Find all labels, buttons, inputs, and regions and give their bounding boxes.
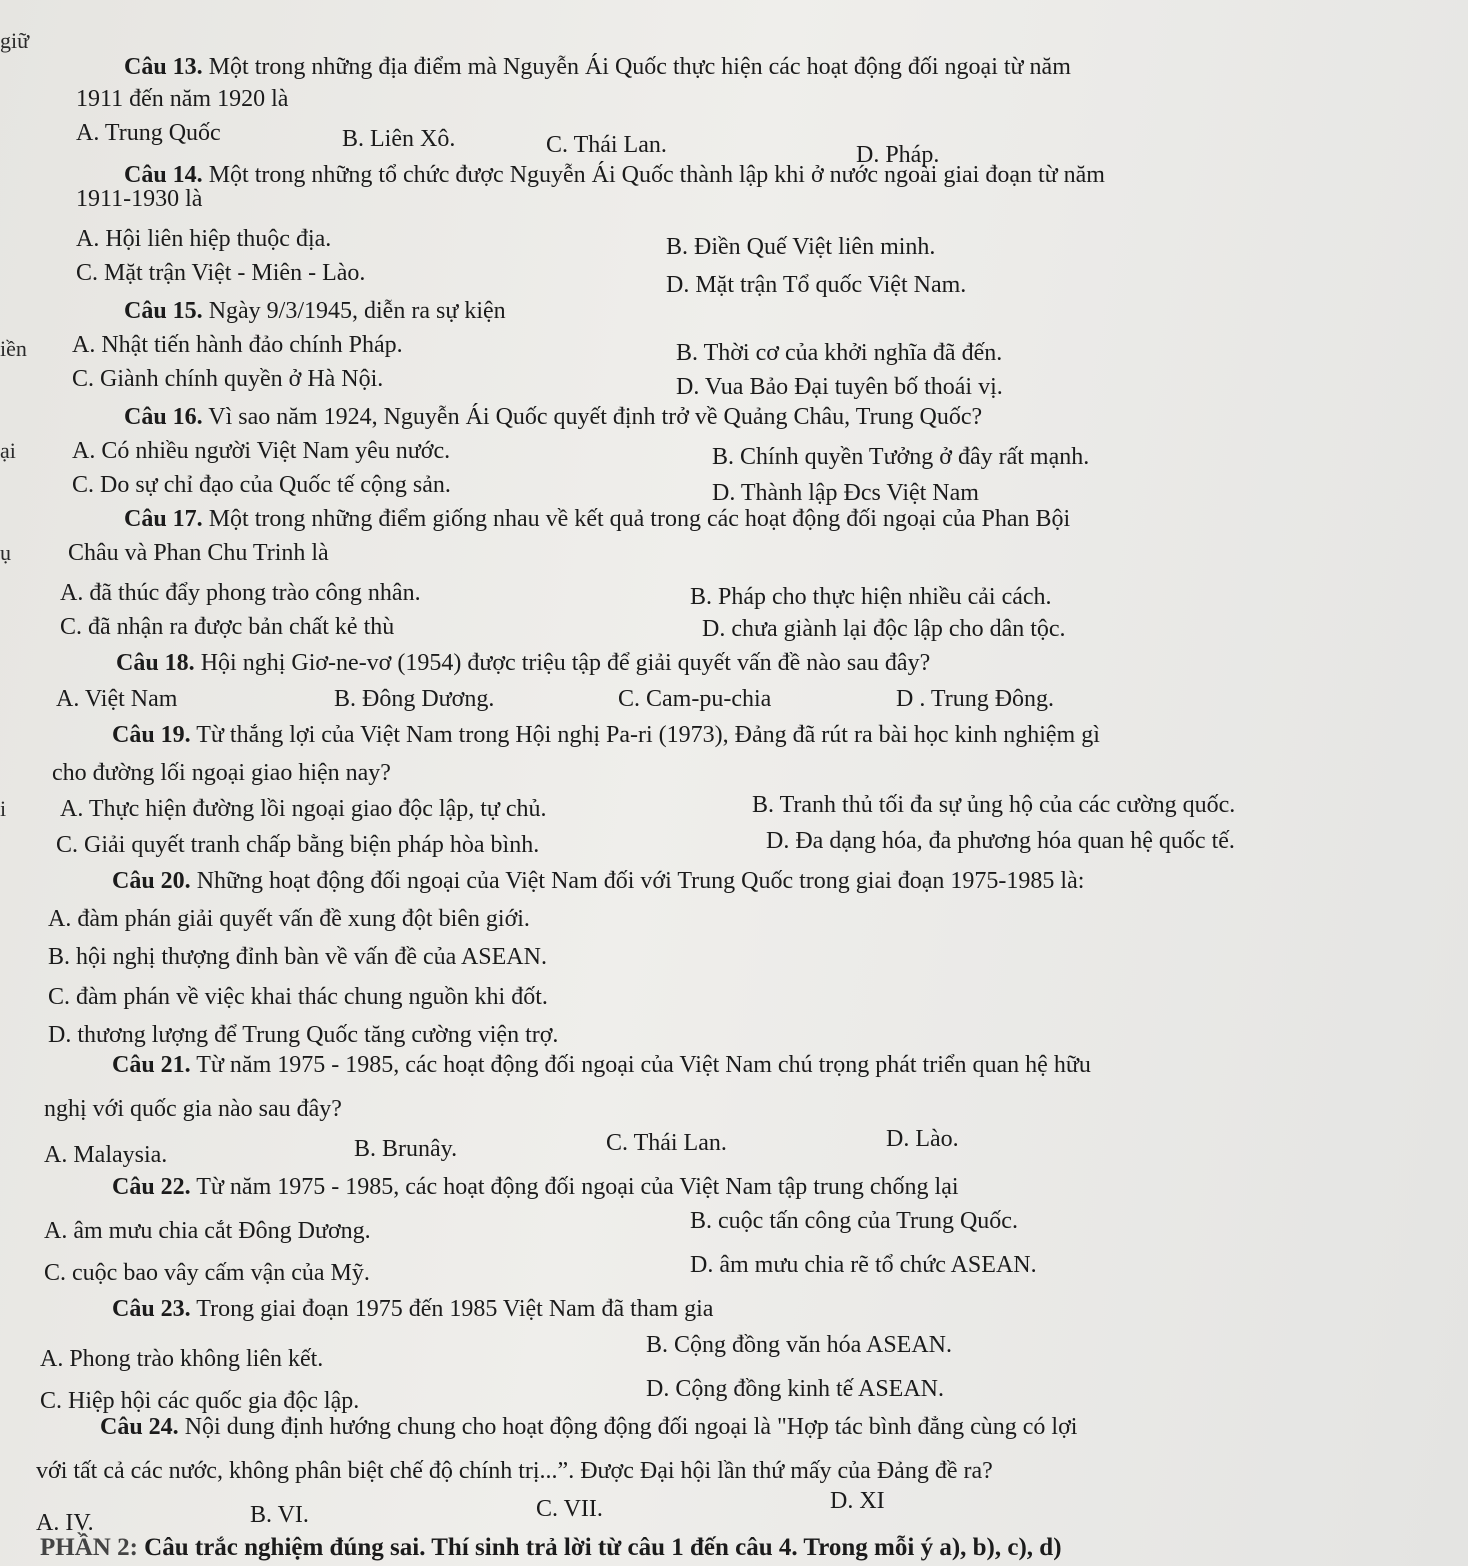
option: A. Có nhiều người Việt Nam yêu nước. (72, 438, 451, 464)
option: B. hội nghị thượng đỉnh bàn về vấn đề của ASEAN. (48, 944, 547, 970)
option: C. đàm phán về việc khai thác chung nguồn khi đốt. (48, 984, 548, 1010)
option: A. Trung Quốc (76, 120, 221, 146)
question-13-stem-cont: 1911 đến năm 1920 là (76, 86, 289, 112)
side-fragment: ại (0, 438, 16, 463)
option: A. Phong trào không liên kết. (40, 1346, 324, 1372)
option: B. cuộc tấn công của Trung Quốc. (690, 1208, 1018, 1234)
option: D. Pháp. (856, 142, 940, 168)
question-15-stem: Câu 15. Ngày 9/3/1945, diễn ra sự kiện (124, 298, 506, 324)
question-20-stem: Câu 20. Những hoạt động đối ngoại của Việt Nam đối với Trung Quốc trong giai đoạn 1975-1985 là: (112, 868, 1085, 894)
option: B. Điền Quế Việt liên minh. (666, 234, 936, 260)
question-23-stem: Câu 23. Trong giai đoạn 1975 đến 1985 Việt Nam đã tham gia (112, 1296, 714, 1322)
option: D. Thành lập Đcs Việt Nam (712, 480, 979, 506)
option: A. âm mưu chia cắt Đông Dương. (44, 1218, 371, 1244)
question-14-stem-cont: 1911-1930 là (76, 186, 203, 212)
option: D . Trung Đông. (896, 686, 1055, 712)
option: C. Cam-pu-chia (618, 686, 772, 712)
side-fragment: giữ (0, 28, 30, 53)
option: B. Thời cơ của khởi nghĩa đã đến. (676, 340, 1003, 366)
question-22-stem: Câu 22. Từ năm 1975 - 1985, các hoạt động đối ngoại của Việt Nam tập trung chống lại (112, 1174, 959, 1200)
option: A. Việt Nam (56, 686, 178, 712)
question-16-stem: Câu 16. Vì sao năm 1924, Nguyễn Ái Quốc quyết định trở về Quảng Châu, Trung Quốc? (124, 404, 983, 430)
option: A. đàm phán giải quyết vấn đề xung đột biên giới. (48, 906, 530, 932)
question-14-stem: Câu 14. Một trong những tổ chức được Nguyễn Ái Quốc thành lập khi ở nước ngoài giai đoạn từ năm (124, 162, 1105, 188)
option: D. Mặt trận Tổ quốc Việt Nam. (666, 272, 967, 298)
side-fragment: i (0, 796, 7, 821)
option: D. âm mưu chia rẽ tổ chức ASEAN. (690, 1252, 1037, 1278)
question-24-stem: Câu 24. Nội dung định hướng chung cho hoạt động động đối ngoại là "Hợp tác bình đẳng cùng có lợi (100, 1414, 1078, 1440)
option: B. Chính quyền Tưởng ở đây rất mạnh. (712, 444, 1090, 470)
option: C. Thái Lan. (606, 1130, 727, 1156)
section-2-heading: PHẦN 2: Câu trắc nghiệm đúng sai. Thí sinh trả lời từ câu 1 đến câu 4. Trong mỗi ý a), b), c), d) (40, 1534, 1062, 1561)
option: A. Nhật tiến hành đảo chính Pháp. (72, 332, 403, 358)
option: C. Giải quyết tranh chấp bằng biện pháp hòa bình. (56, 832, 540, 858)
side-fragment: ụ (0, 540, 11, 565)
option: A. Malaysia. (44, 1142, 168, 1168)
option: D. XI (830, 1488, 885, 1514)
option: A. IV. (36, 1510, 94, 1536)
option: C. Do sự chỉ đạo của Quốc tế cộng sản. (72, 472, 451, 498)
option: D. Vua Bảo Đại tuyên bố thoái vị. (676, 374, 1003, 400)
option: D. Lào. (886, 1126, 959, 1152)
option: C. VII. (536, 1496, 603, 1522)
option: B. VI. (250, 1502, 309, 1528)
option: D. thương lượng để Trung Quốc tăng cường viện trợ. (48, 1022, 559, 1048)
option: A. Thực hiện đường lồi ngoại giao độc lập, tự chủ. (60, 796, 547, 822)
option: C. Thái Lan. (546, 132, 667, 158)
option: B. Đông Dương. (334, 686, 495, 712)
option: D. chưa giành lại độc lập cho dân tộc. (702, 616, 1066, 642)
option: C. Hiệp hội các quốc gia độc lập. (40, 1388, 360, 1414)
question-17-stem-cont: Châu và Phan Chu Trinh là (68, 540, 329, 566)
option: C. Giành chính quyền ở Hà Nội. (72, 366, 384, 392)
question-21-stem: Câu 21. Từ năm 1975 - 1985, các hoạt động đối ngoại của Việt Nam chú trọng phát triển quan hệ hữu (112, 1052, 1091, 1078)
question-18-stem: Câu 18. Hội nghị Giơ-ne-vơ (1954) được triệu tập để giải quyết vấn đề nào sau đây? (116, 650, 931, 676)
option: A. Hội liên hiệp thuộc địa. (76, 226, 332, 252)
option: D. Đa dạng hóa, đa phương hóa quan hệ quốc tế. (766, 828, 1235, 854)
option: C. Mặt trận Việt - Miên - Lào. (76, 260, 366, 286)
question-17-stem: Câu 17. Một trong những điểm giống nhau về kết quả trong các hoạt động đối ngoại của Phan Bội (124, 506, 1071, 532)
side-fragment: iền (0, 336, 27, 361)
question-19-stem: Câu 19. Từ thắng lợi của Việt Nam trong Hội nghị Pa-ri (1973), Đảng đã rút ra bài học kinh nghiệm gì (112, 722, 1100, 748)
option: D. Cộng đồng kinh tế ASEAN. (646, 1376, 945, 1402)
question-13-stem: Câu 13. Một trong những địa điểm mà Nguyễn Ái Quốc thực hiện các hoạt động đối ngoại từ năm (124, 54, 1071, 80)
option: B. Liên Xô. (342, 126, 456, 152)
option: C. cuộc bao vây cấm vận của Mỹ. (44, 1260, 370, 1286)
question-21-stem-cont: nghị với quốc gia nào sau đây? (44, 1096, 342, 1122)
option: B. Tranh thủ tối đa sự ủng hộ của các cường quốc. (752, 792, 1236, 818)
option: B. Brunây. (354, 1136, 458, 1162)
question-19-stem-cont: cho đường lối ngoại giao hiện nay? (52, 760, 391, 786)
option: C. đã nhận ra được bản chất kẻ thù (60, 614, 395, 640)
option: A. đã thúc đẩy phong trào công nhân. (60, 580, 421, 606)
option: B. Pháp cho thực hiện nhiều cải cách. (690, 584, 1052, 610)
option: B. Cộng đồng văn hóa ASEAN. (646, 1332, 952, 1358)
question-24-stem-cont: với tất cả các nước, không phân biệt chế độ chính trị...”. Được Đại hội lần thứ mấy của Đảng đề ra? (36, 1458, 993, 1484)
